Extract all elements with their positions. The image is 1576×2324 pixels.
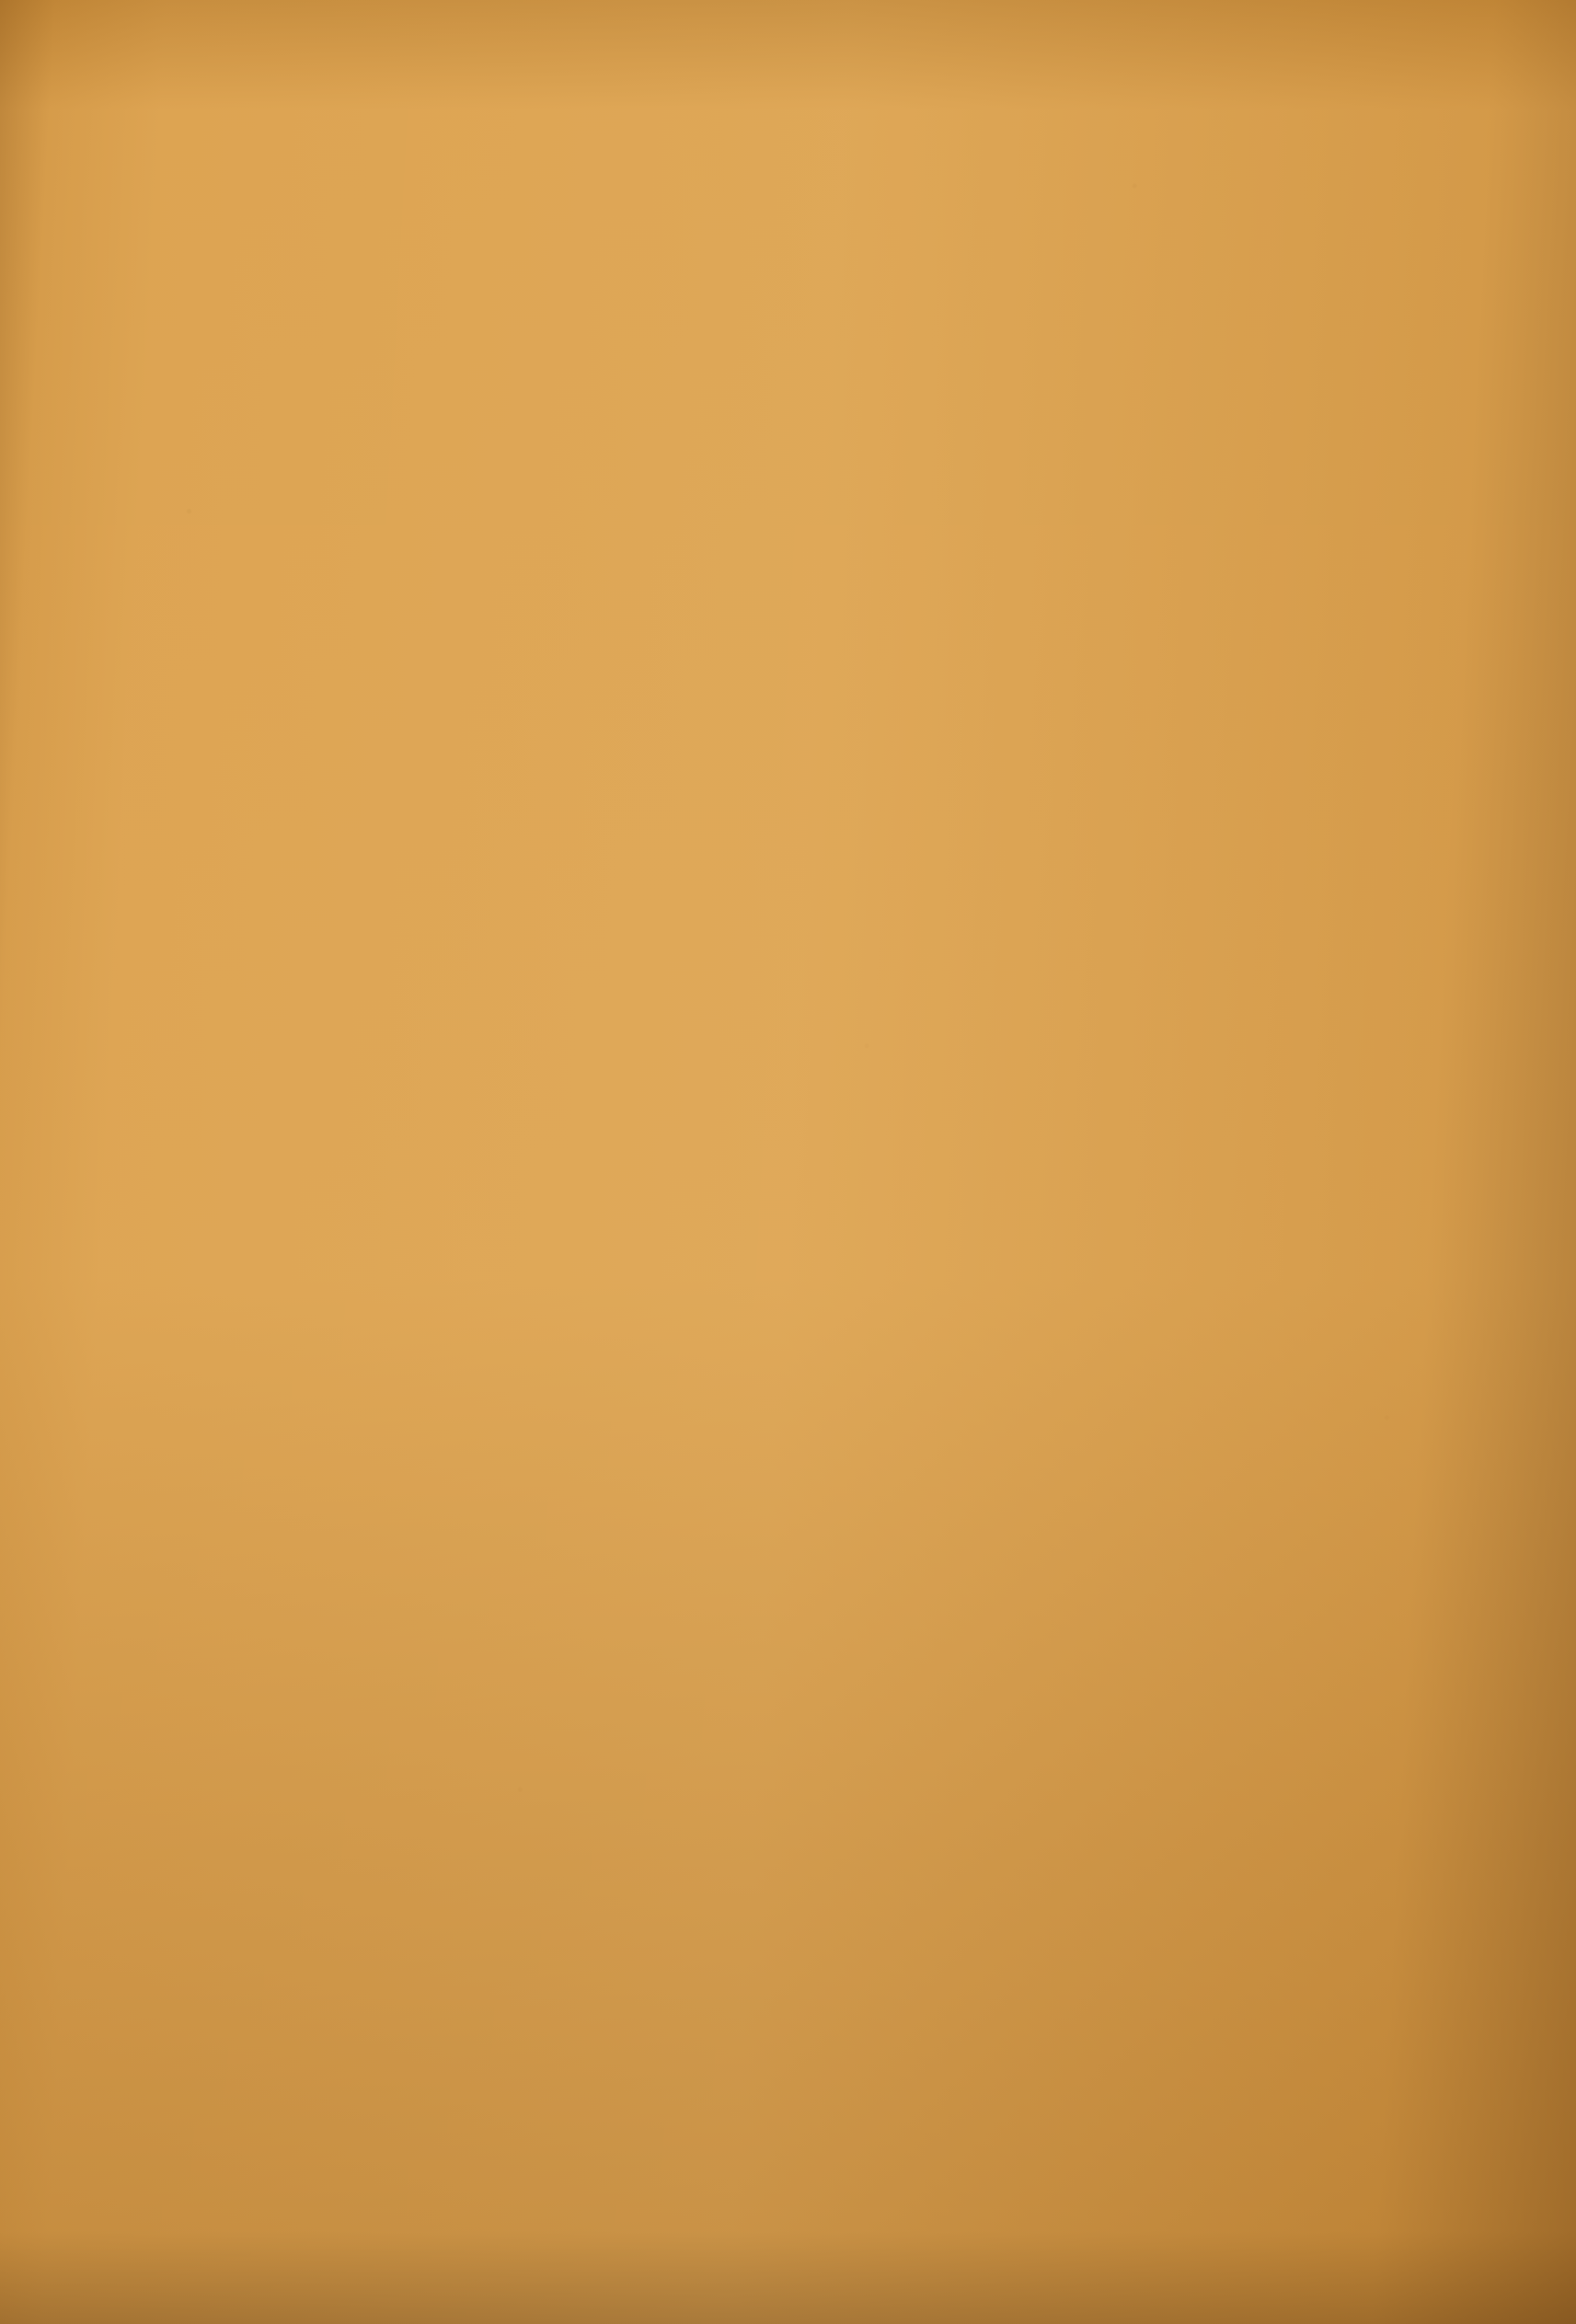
page-content: [0, 0, 1576, 104]
